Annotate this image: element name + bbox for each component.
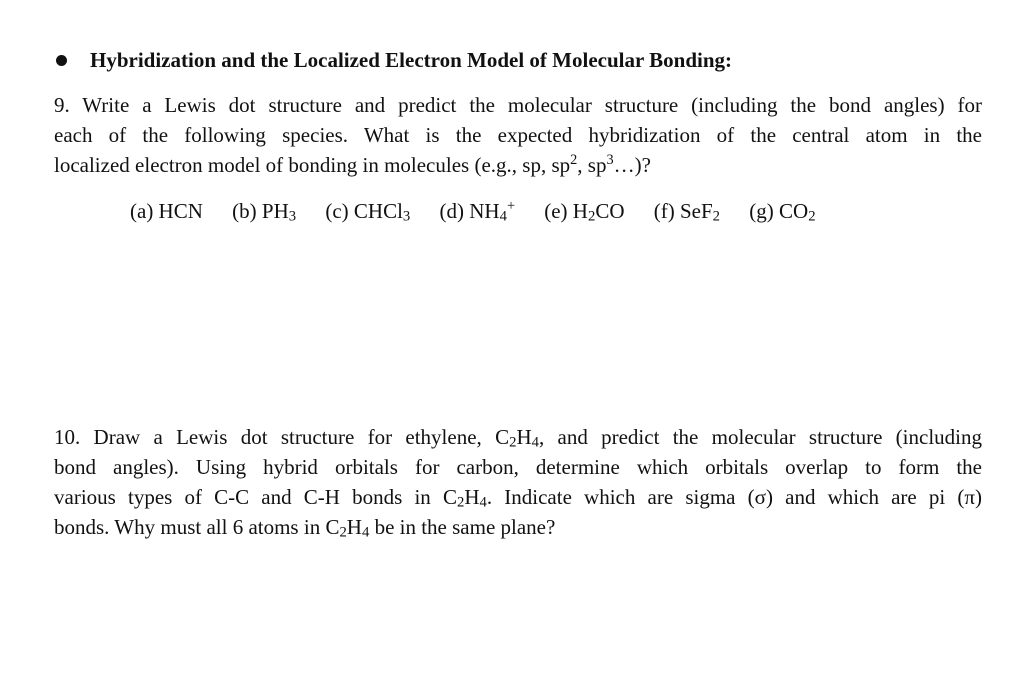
species-label-post: CO xyxy=(595,199,625,223)
species-g xyxy=(749,196,815,226)
q9-line-3-text-c: …)? xyxy=(613,153,651,177)
subscript: 2 xyxy=(712,208,721,225)
heading-text: Hybridization and the Localized Electron Model of Molecular Bonding: xyxy=(90,48,733,72)
species-d xyxy=(440,196,515,226)
superscript: + xyxy=(506,198,515,215)
subscript: 2 xyxy=(339,524,347,541)
q10-line-3-text-c: . Indicate which are sigma (σ) and which are pi (π) xyxy=(486,485,983,509)
q9-line-3-text-a: localized electron model of bonding in molecules (e.g., sp, sp xyxy=(54,153,571,177)
subscript: 2 xyxy=(587,208,596,225)
species-a xyxy=(130,196,203,226)
species-label: (c) CHCl xyxy=(325,199,403,223)
subscript: 3 xyxy=(288,208,297,225)
subscript: 4 xyxy=(531,434,539,451)
q9-line-1: 9. Write a Lewis dot structure and predict the molecular structure (including the bond angles) for xyxy=(54,93,982,117)
subscript: 4 xyxy=(499,208,507,225)
superscript: 3 xyxy=(606,152,614,169)
q10-line-4 xyxy=(54,512,982,542)
q9-line-3-text-b: , sp xyxy=(577,153,607,177)
superscript: 2 xyxy=(570,152,578,169)
species-f xyxy=(654,196,720,226)
subscript: 2 xyxy=(509,434,517,451)
q10-line-4-text-c: be in the same plane? xyxy=(369,515,556,539)
subscript: 4 xyxy=(361,524,370,541)
question-9 xyxy=(54,90,982,180)
species-e xyxy=(544,196,624,226)
subscript: 3 xyxy=(402,208,411,225)
species-list xyxy=(130,196,816,226)
species-c xyxy=(325,196,410,226)
species-label: (e) H xyxy=(544,199,588,223)
q10-line-3-text-b: H xyxy=(464,485,480,509)
q10-line-4-text-b: H xyxy=(346,515,362,539)
bullet-icon xyxy=(56,55,67,66)
q10-line-2: bond angles). Using hybrid orbitals for carbon, determine which orbitals overlap to form the xyxy=(54,455,982,479)
species-label: (d) NH xyxy=(439,199,500,223)
q10-line-4-text-a: bonds. Why must all 6 atoms in C xyxy=(54,515,340,539)
q10-line-1-text-b: H xyxy=(516,425,532,449)
subscript: 4 xyxy=(479,494,487,511)
subscript: 2 xyxy=(808,208,816,225)
q9-line-2: each of the following species. What is the expected hybridization of the central atom in the xyxy=(54,123,982,147)
q10-line-1-text-a: 10. Draw a Lewis dot structure for ethylene, C xyxy=(54,425,510,449)
species-label: (b) PH xyxy=(232,199,289,223)
species-b xyxy=(232,196,296,226)
species-label: (a) HCN xyxy=(130,199,203,223)
q10-line-3-text-a: various types of C-C and C-H bonds in C xyxy=(54,485,457,509)
species-label: (f) SeF xyxy=(653,199,713,223)
q10-line-3 xyxy=(54,482,982,512)
q10-line-1 xyxy=(54,422,982,452)
q10-line-1-text-c: , and predict the molecular structure (including xyxy=(538,425,983,449)
species-label: (g) CO xyxy=(749,199,809,223)
subscript: 2 xyxy=(456,494,465,511)
question-10 xyxy=(54,422,982,542)
q9-line-3 xyxy=(54,150,982,180)
